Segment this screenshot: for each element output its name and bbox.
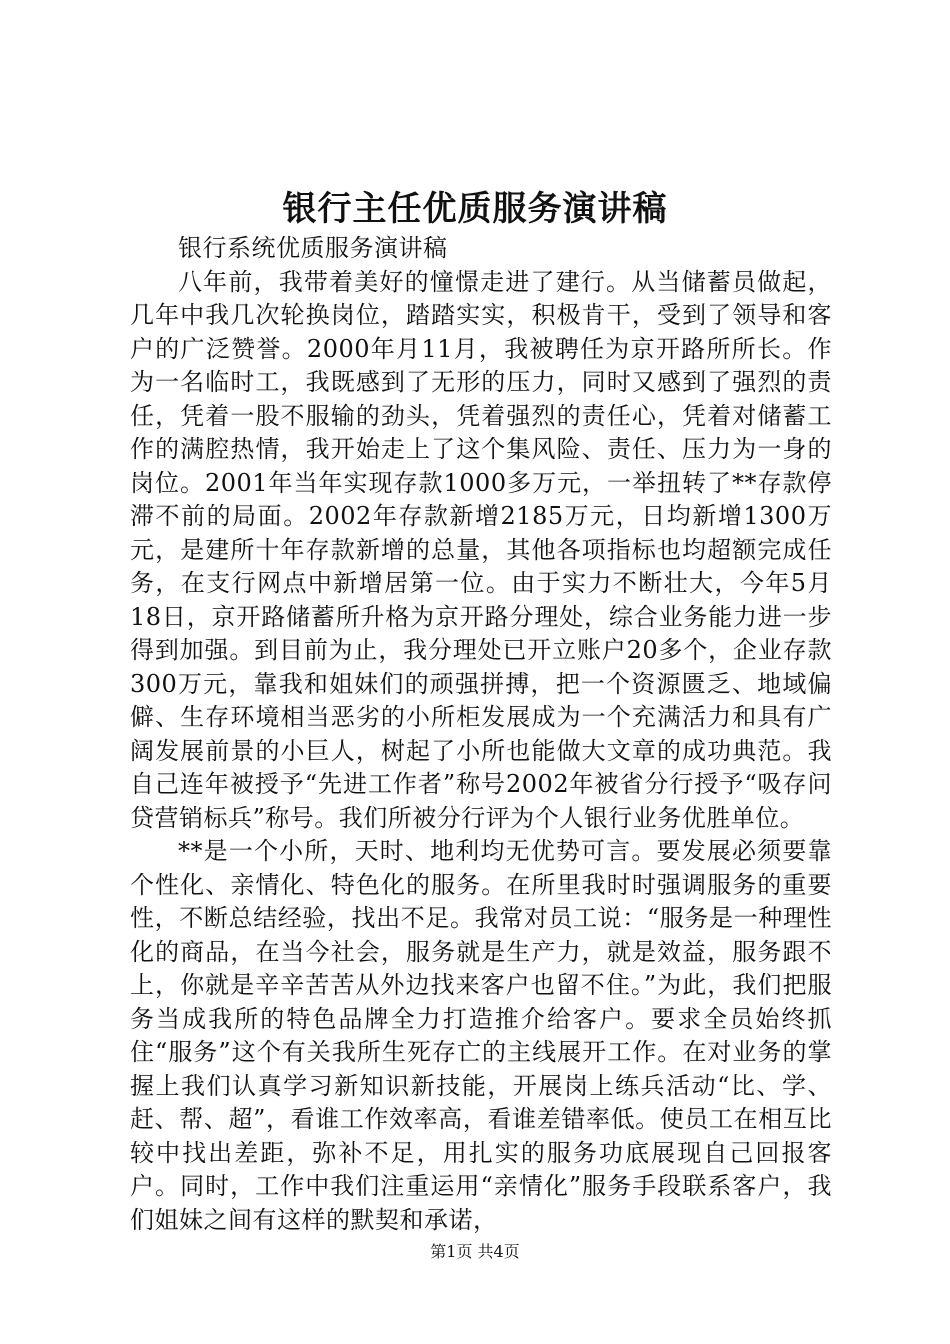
document-title: 银行主任优质服务演讲稿 [282,189,668,229]
paragraph: **是一个小所，天时、地利均无优势可言。要发展必须要靠个性化、亲情化、特色化的服务。在所里我时时强调服务的重要性，不断总结经验，找出不足。我常对员工说：“服务是一种理性化的商品，在当今社会，服务就是生产力，就是效益，服务跟不上，你就是辛辛苦苦从外边找来客户也留不住。”为此，我们把服务当成我所的特色品牌全力打造推介给客户。要求全员始终抓住“服务”这个有关我所生死存亡的主线展开工作。在对业务的掌握上我们认真学习新知识新技能，开展岗上练兵活动“比、学、赶、帮、超”，看谁工作效率高，看谁差错率低。使员工在相互比较中找出差距，弥补不足，用扎实的服务功底展现自己回报客户。同时，工作中我们注重运用“亲情化”服务手段联系客户，我们姐妹之间有这样的默契和承诺， [130,837,832,1234]
paragraph-subtitle: 银行系统优质服务演讲稿 [178,234,448,262]
paragraph: 八年前，我带着美好的憧憬走进了建行。从当储蓄员做起，几年中我几次轮换岗位，踏踏实实，积极肯干，受到了领导和客户的广泛赞誉。2000年月11月，我被聘任为京开路所所长。作为一名临时工，我既感到了无形的压力，同时又感到了强烈的责任，凭着一股不服输的劲头，凭着强烈的责任心，凭着对储蓄工作的满腔热情，我开始走上了这个集风险、责任、压力为一身的岗位。2001年当年实现存款1000多万元，一举扭转了**存款停滞不前的局面。2002年存款新增2185万元，日均新增1300万元，是建所十年存款新增的总量，其他各项指标也均超额完成任务，在支行网点中新增居第一位。由于实力不断壮大，今年5月18日，京开路储蓄所升格为京开路分理处，综合业务能力进一步得到加强。到目前为止，我分理处已开立账户20多个，企业存款300万元，靠我和姐妹们的顽强拼搏，把一个资源匮乏、地域偏僻、生存环境相当恶劣的小所柜发展成为一个充满活力和具有广阔发展前景的小巨人，树起了小所也能做大文章的成功典范。我自己连年被授予“先进工作者”称号2002年被省分行授予“吸存问贷营销标兵”称号。我们所被分行评为个人银行业务优胜单位。 [130,267,832,832]
page-footer: 第1页 共4页 [430,1242,520,1261]
document-body [130,232,832,1237]
